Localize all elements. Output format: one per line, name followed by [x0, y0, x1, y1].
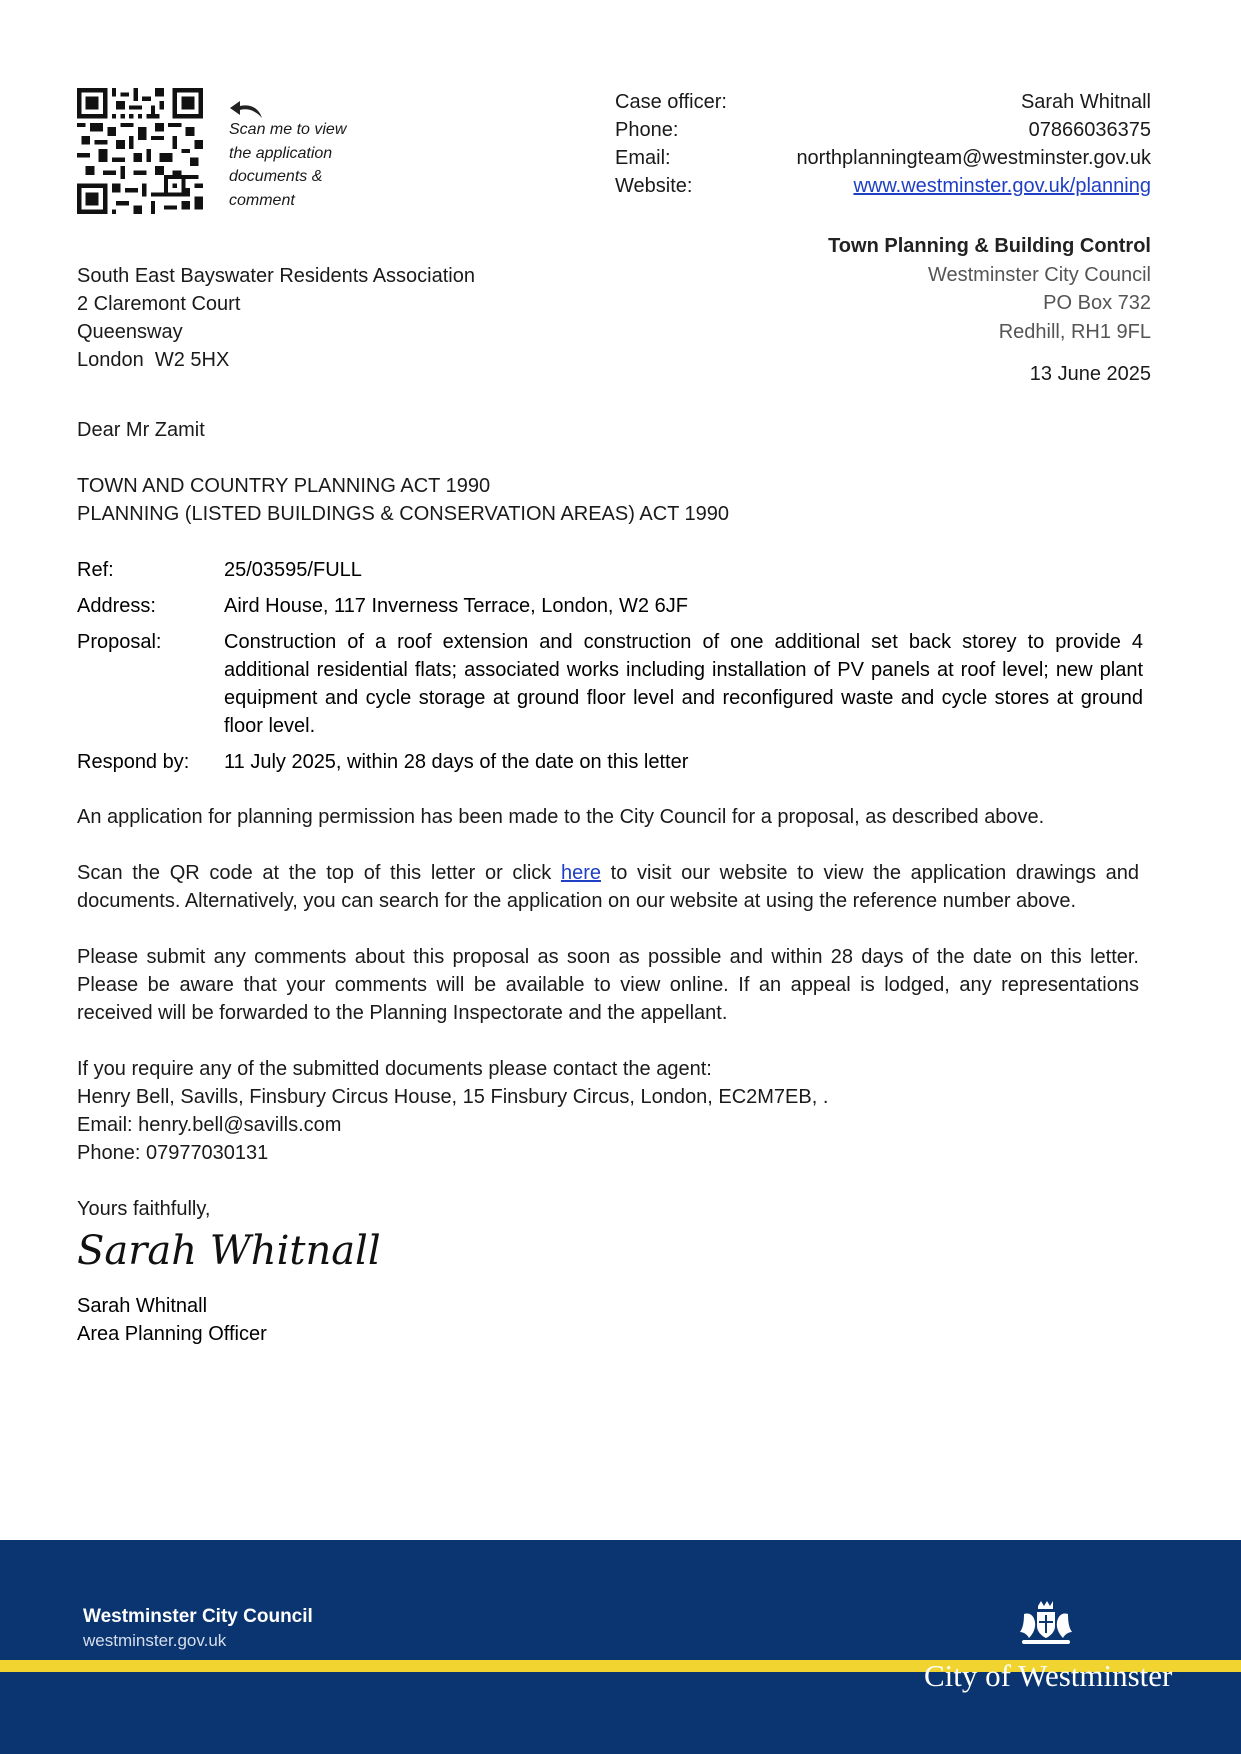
acts-heading — [77, 472, 729, 528]
council-town: Redhill, RH1 9FL — [998, 320, 1151, 343]
phone-row — [615, 116, 1151, 144]
ref-label: Ref: — [77, 559, 114, 581]
agent-phone: Phone: 07977030131 — [77, 1142, 269, 1164]
act-line: PLANNING (LISTED BUILDINGS & CONSERVATION AREAS) ACT 1990 — [77, 503, 730, 525]
address-label: Address: — [77, 595, 156, 617]
department-name: Town Planning & Building Control — [828, 235, 1151, 257]
website-link[interactable]: www.westminster.gov.uk/planning — [853, 175, 1151, 197]
address-value: Aird House, 117 Inverness Terrace, London, W2 6JF — [224, 595, 688, 617]
phone-value: 07866036375 — [1028, 119, 1151, 141]
council-name: Westminster City Council — [927, 263, 1151, 286]
email-row — [615, 144, 1151, 172]
signer-block — [77, 1292, 267, 1348]
recipient-line: 2 Claremont Court — [77, 293, 241, 315]
signer-title: Area Planning Officer — [77, 1323, 267, 1345]
footer-org-name: Westminster City Council — [83, 1606, 313, 1627]
footer-brand: City of Westminster — [924, 1658, 1173, 1693]
contact-block — [615, 88, 1151, 200]
agent-intro: If you require any of the submitted documents please contact the agent: — [77, 1058, 712, 1080]
recipient-line: South East Bayswater Residents Association — [77, 265, 475, 287]
footer-website: westminster.gov.uk — [83, 1631, 227, 1650]
agent-address: Henry Bell, Savills, Finsbury Circus House, 15 Finsbury Circus, London, EC2M7EB, . — [77, 1086, 829, 1108]
address-row — [77, 592, 1143, 620]
body-paragraph-intro: An application for planning permission has been made to the City Council for a proposal, as described above. — [77, 806, 1045, 828]
website-label: Website: — [615, 175, 693, 197]
signer-name: Sarah Whitnall — [77, 1295, 208, 1317]
application-details — [77, 556, 1143, 784]
proposal-value: Construction of a roof extension and construction of one additional set back storey to provide 4 additional residential flats; associated works including installation of PV panels at roof level; new plant equipment and cycle storage at ground floor level and reconfigured waste and cycle stores at ground floor level. — [224, 631, 1143, 737]
qr-text-after: to visit our website to view the application drawings and documents. Alternatively, you can search for the application on our website at using the reference number above. — [77, 862, 1139, 912]
website-row — [615, 172, 1151, 200]
qr-code[interactable] — [77, 88, 203, 214]
proposal-row — [77, 628, 1143, 740]
body-paragraph-comments: Please submit any comments about this proposal as soon as possible and within 28 days of the date on this letter. Please be aware that your comments will be available to view online. If an appeal is lodged, any representations received will be forwarded to the Planning Inspectorate and the appellant. — [77, 946, 1139, 1024]
body-paragraph-qr — [77, 859, 1139, 915]
footer-org-block — [83, 1604, 313, 1652]
recipient-line: London W2 5HX — [77, 349, 230, 371]
closing: Yours faithfully, — [77, 1198, 211, 1220]
proposal-label: Proposal: — [77, 631, 162, 653]
salutation: Dear Mr Zamit — [77, 419, 205, 441]
email-value: northplanningteam@westminster.gov.uk — [796, 147, 1151, 169]
case-officer-label: Case officer: — [615, 91, 727, 113]
council-address — [828, 232, 1151, 346]
email-label: Email: — [615, 147, 671, 169]
case-officer-value: Sarah Whitnall — [1020, 91, 1151, 113]
coat-of-arms-icon — [1018, 1600, 1074, 1648]
letter-date: 13 June 2025 — [1029, 363, 1151, 385]
qr-text-before: Scan the QR code at the top of this letter or click — [77, 862, 561, 884]
act-line: TOWN AND COUNTRY PLANNING ACT 1990 — [77, 475, 491, 497]
respond-label: Respond by: — [77, 751, 190, 773]
ref-row — [77, 556, 1143, 584]
agent-email: Email: henry.bell@savills.com — [77, 1114, 342, 1136]
curved-arrow-icon — [228, 98, 264, 120]
handwritten-signature: Sarah Whitnall — [77, 1228, 381, 1274]
here-link[interactable]: here — [560, 862, 601, 884]
respond-value: 11 July 2025, within 28 days of the date on this letter — [224, 751, 689, 773]
case-officer-row — [615, 88, 1151, 116]
qr-caption: Scan me to view the application documents & comment — [229, 121, 347, 209]
ref-value: 25/03595/FULL — [224, 559, 362, 581]
phone-label: Phone: — [615, 119, 679, 141]
recipient-line: Queensway — [77, 321, 183, 343]
recipient-address — [77, 262, 475, 374]
body-paragraph-agent — [77, 1055, 1139, 1167]
respond-row — [77, 748, 1143, 776]
po-box: PO Box 732 — [1043, 292, 1151, 314]
